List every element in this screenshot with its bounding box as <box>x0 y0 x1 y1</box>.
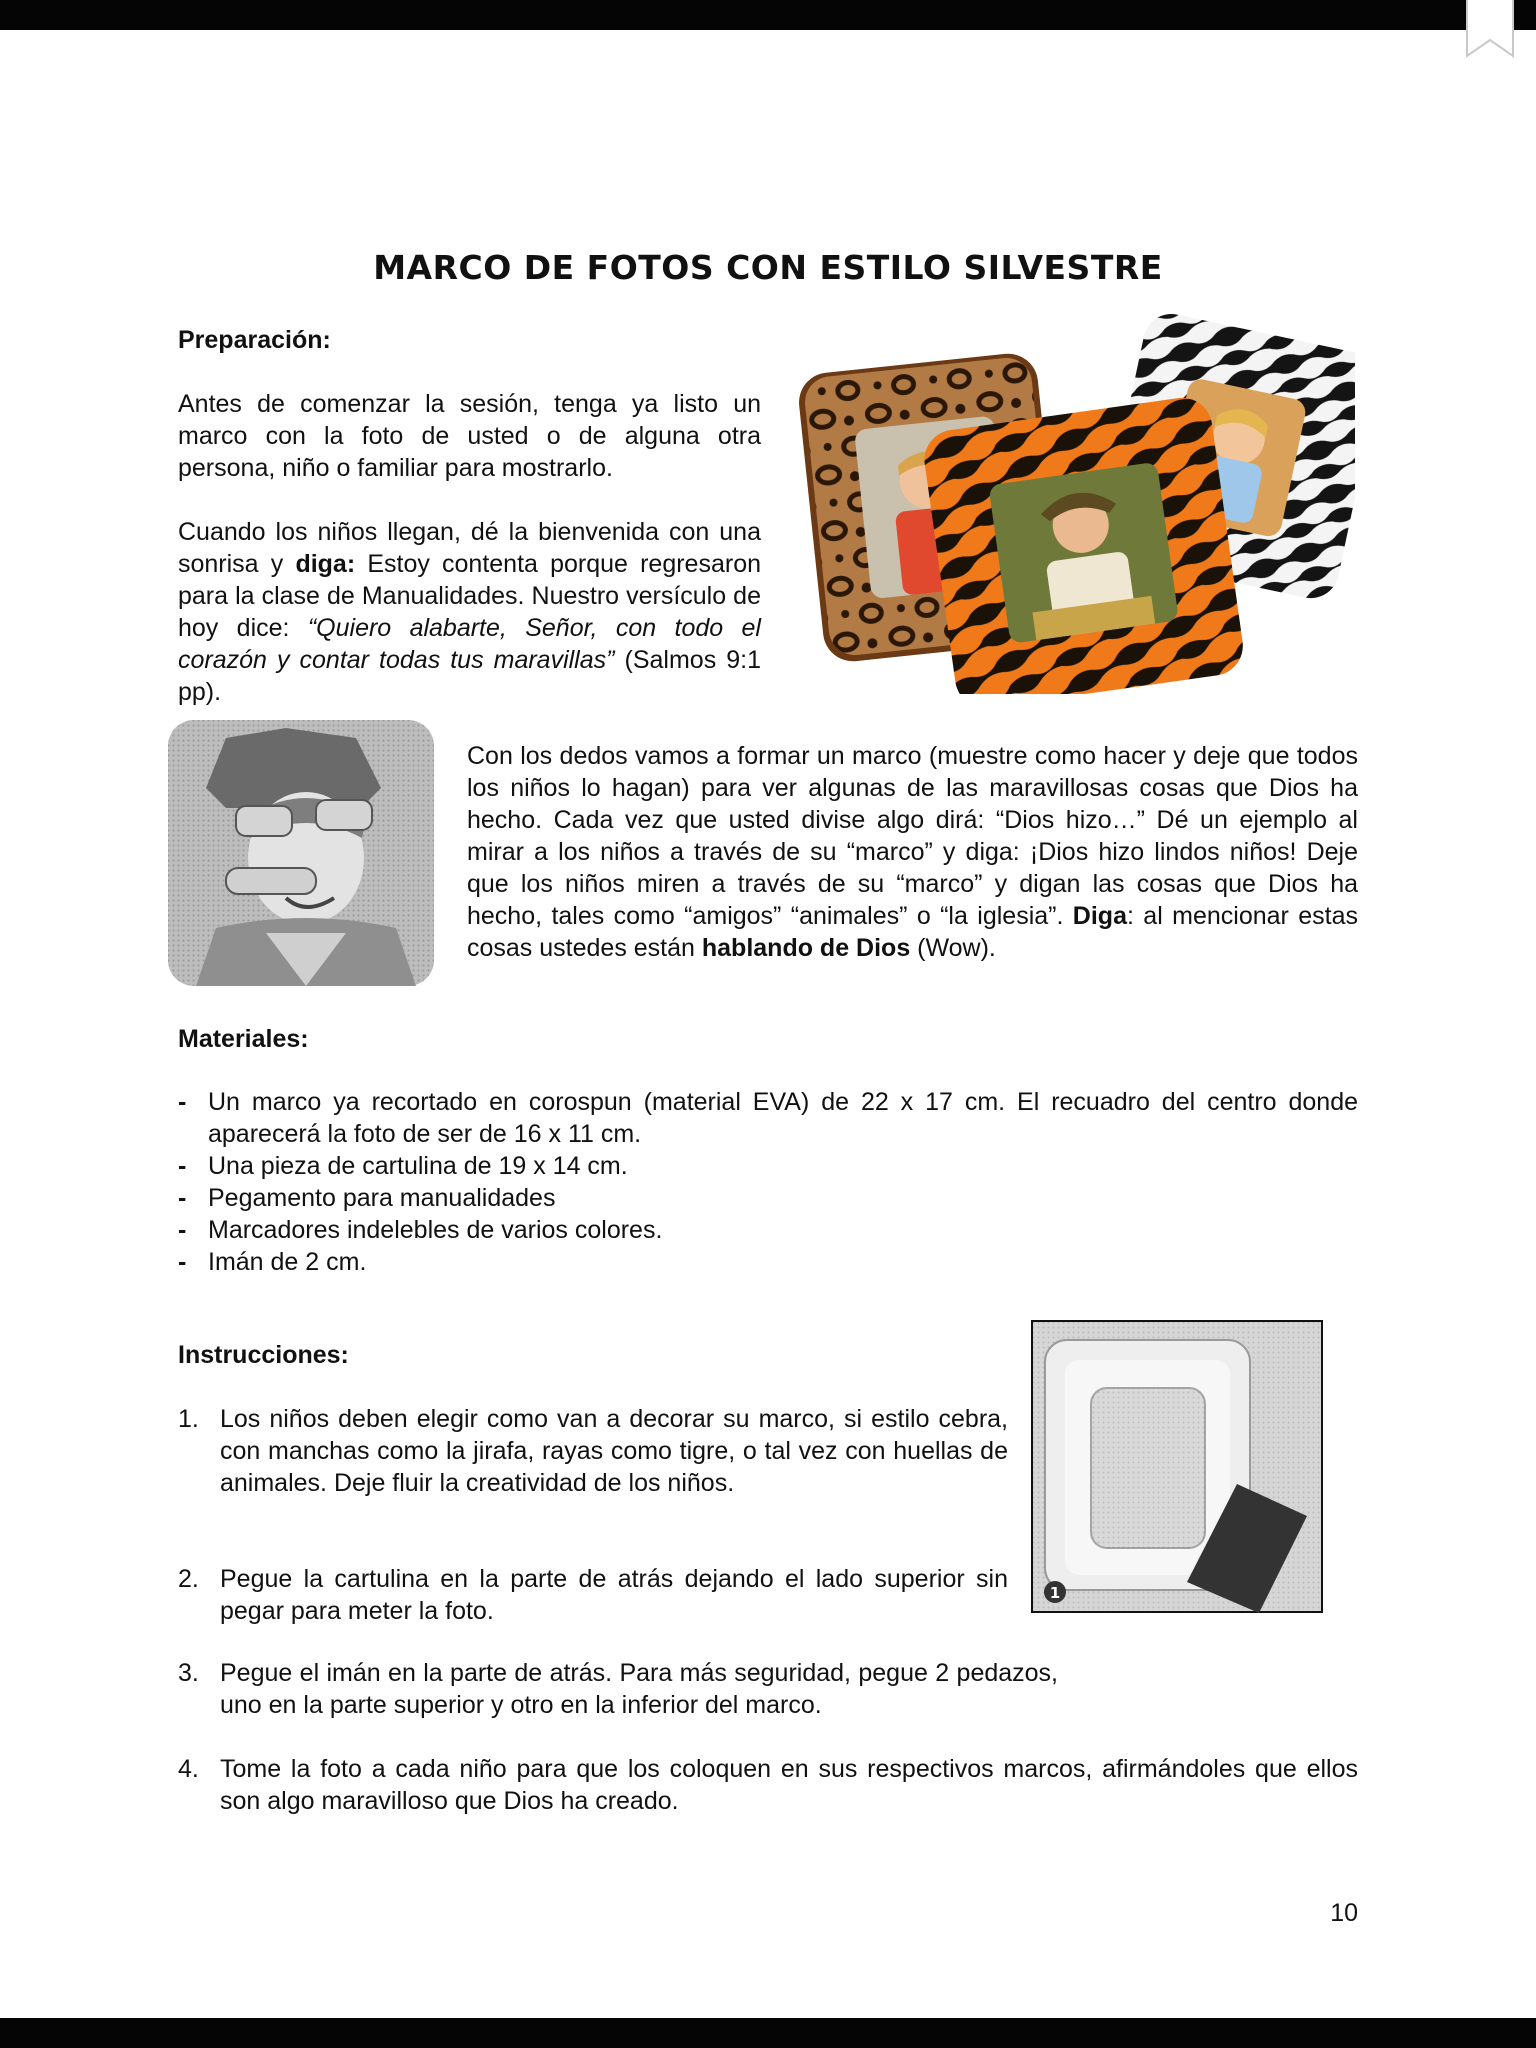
list-item: - Marcadores indelebles de varios colores. <box>178 1216 663 1244</box>
instrucciones-heading: Instrucciones: <box>178 1341 349 1369</box>
materials-list <box>178 1086 1358 1278</box>
girl-finger-frame-photo <box>166 718 436 988</box>
instructions-step-2 <box>178 1563 1008 1627</box>
list-item: - Un marco ya recortado en corospun (material EVA) de 22 x 17 cm. El recuadro del centro donde aparecerá la foto de ser de 16 x 11 cm. <box>178 1088 1358 1148</box>
list-item: - Una pieza de cartulina de 19 x 14 cm. <box>178 1152 628 1180</box>
preparacion-paragraph-2: Cuando los niños llegan, dé la bienvenida con una sonrisa y diga: Estoy contenta porque regresaron para la clase de Manualidades. Nuestro versículo de hoy dice: “Quiero alabarte, Señor, con todo el corazón y contar todas tus maravillas” (Salmos 9:1 pp). <box>178 518 762 706</box>
bottom-bar <box>0 2018 1536 2048</box>
page-title: MARCO DE FOTOS CON ESTILO SILVESTRE <box>373 248 1163 287</box>
instructions-step-3 <box>178 1657 1058 1721</box>
instructions-step-1 <box>178 1403 1008 1499</box>
top-bar <box>0 0 1536 30</box>
list-item: 1. Los niños deben elegir como van a decorar su marco, si estilo cebra, con manchas como la jirafa, rayas como tigre, o tal vez con huellas de animales. Deje fluir la creatividad de los niños. <box>178 1405 1008 1497</box>
list-item: - Imán de 2 cm. <box>178 1248 367 1276</box>
preparacion-heading: Preparación: <box>178 326 331 354</box>
preparacion-paragraph-3: Con los dedos vamos a formar un marco (muestre como hacer y deje que todos los niños lo hagan) para ver algunas de las maravillosas cosas que Dios ha hecho. Cada vez que usted divise algo dirá: “Dios hizo…” Dé un ejemplo al mirar a los niños a través de su “marco” y diga: ¡Dios hizo lindos niños! Deje que los niños miren a través de su “marco” y digan las cosas que Dios ha hecho, tales como “amigos” “animales” o “la iglesia”. Diga: al mencionar estas cosas ustedes están hablando de Dios (Wow). <box>467 742 1358 962</box>
step-number-badge: 1 <box>1049 1584 1061 1602</box>
list-item: - Pegamento para manualidades <box>178 1184 556 1212</box>
instructions-step-4 <box>178 1753 1358 1817</box>
list-item: 4. Tome la foto a cada niño para que los coloquen en sus respectivos marcos, afirmándoles que ellos son algo maravilloso que Dios ha creado. <box>178 1755 1358 1815</box>
preparacion-paragraph-1: Antes de comenzar la sesión, tenga ya listo un marco con la foto de usted o de alguna otra persona, niño o familiar para mostrarlo. <box>178 390 761 482</box>
animal-frames-photo <box>790 312 1355 694</box>
list-item: 2. Pegue la cartulina en la parte de atrás dejando el lado superior sin pegar para meter la foto. <box>178 1565 1008 1625</box>
page-number: 10 <box>1330 1899 1358 1927</box>
bookmark-icon[interactable] <box>1466 0 1514 58</box>
list-item: 3. Pegue el imán en la parte de atrás. Para más seguridad, pegue 2 pedazos, uno en la parte superior y otro en la inferior del marco. <box>178 1659 1058 1719</box>
step-one-materials-photo <box>1031 1320 1323 1613</box>
materiales-heading: Materiales: <box>178 1025 309 1053</box>
